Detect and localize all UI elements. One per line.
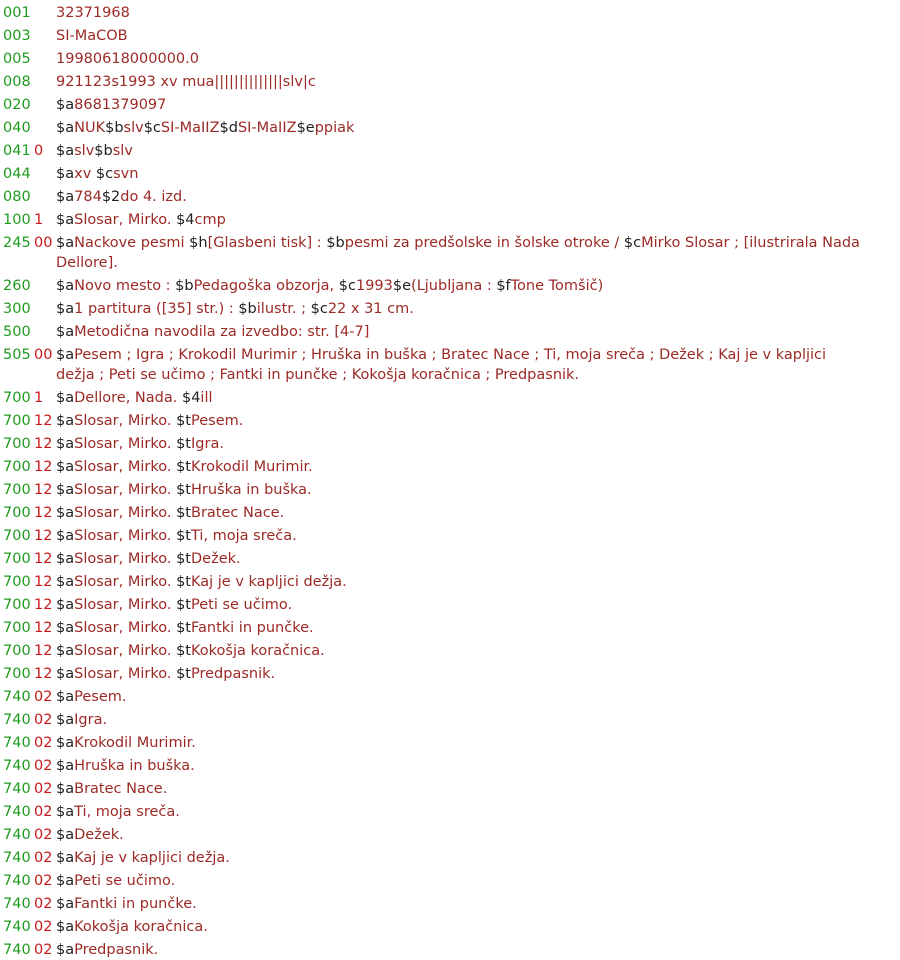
marc-field-041 [0,141,900,161]
field-indicators: 12 [34,459,53,475]
marc-field-100 [0,210,900,230]
field-content [56,434,900,454]
field-tag: 740 [3,850,31,866]
subfield-code: $t [176,413,191,429]
marc-field-044 [0,164,900,184]
subfield-value: Kaj je v kapljici dežja. [191,574,347,590]
subfield-value: Slosar, Mirko. [74,482,177,498]
field-content [56,779,900,799]
field-tag: 100 [3,212,31,228]
field-content [56,894,900,914]
field-tag: 740 [3,758,31,774]
subfield-value: Kokošja koračnica. [74,919,208,935]
subfield-code: $t [176,620,191,636]
subfield-code: $t [176,574,191,590]
field-indicators: 02 [34,781,53,797]
field-indicators: 00 [34,347,53,363]
marc-field-740 [0,710,900,730]
subfield-code: $a [56,850,75,866]
subfield-code: $a [56,166,75,182]
subfield-value: Slosar, Mirko. [74,459,177,475]
subfield-value: Pesem ; Igra ; Krokodil Murimir ; Hruška in buška ; Bratec Nace ; Ti, moja sreča ; Dežek ; Kaj je v kapljici dežja ; Peti se učimo ; Fantki in punčke ; Kokošja koračnica ; Predpasnik. [56,347,827,383]
field-content [56,49,900,69]
marc-field-700 [0,618,900,638]
field-tag: 740 [3,919,31,935]
field-content [56,164,900,184]
marc-field-740 [0,756,900,776]
subfield-code: $a [56,896,75,912]
marc-field-740 [0,687,900,707]
subfield-value: ill [200,390,213,406]
subfield-value: svn [113,166,139,182]
field-content [56,940,900,960]
field-tag: 245 [3,235,31,251]
subfield-code: $t [176,505,191,521]
subfield-code: $a [56,505,75,521]
subfield-code: $2 [101,189,121,205]
subfield-value: 19980618000000.0 [56,51,199,67]
field-content [56,802,900,822]
field-indicators: 02 [34,689,53,705]
subfield-code: $a [56,689,75,705]
subfield-value: Pedagoška obzorja, [193,278,339,294]
field-tag: 740 [3,942,31,958]
subfield-code: $b [238,301,257,317]
field-tag: 740 [3,712,31,728]
subfield-value: slv [123,120,144,136]
marc-field-700 [0,641,900,661]
subfield-value: Peti se učimo. [191,597,293,613]
subfield-value: 1993 [355,278,393,294]
field-tag: 260 [3,278,31,294]
subfield-code: $a [56,643,75,659]
marc-field-700 [0,572,900,592]
field-tag: 700 [3,666,31,682]
field-content [56,733,900,753]
subfield-code: $b [175,278,194,294]
subfield-value: 784 [74,189,102,205]
subfield-value: Kaj je v kapljici dežja. [74,850,230,866]
field-indicators: 02 [34,827,53,843]
field-content [56,276,900,296]
field-content [56,595,900,615]
subfield-value: Krokodil Murimir. [191,459,313,475]
field-tag: 505 [3,347,31,363]
subfield-code: $a [56,189,75,205]
field-tag: 700 [3,413,31,429]
subfield-code: $a [56,235,75,251]
subfield-value: Slosar, Mirko. [74,505,177,521]
field-content [56,664,900,684]
marc-field-740 [0,917,900,937]
field-tag: 740 [3,827,31,843]
subfield-value: ppiak [314,120,355,136]
field-content [56,825,900,845]
field-tag: 003 [3,28,31,44]
subfield-code: $a [56,804,75,820]
field-content [56,917,900,937]
field-tag: 001 [3,5,31,21]
subfield-code: $c [310,301,328,317]
field-content [56,118,900,138]
field-content [56,233,900,273]
field-indicators: 02 [34,896,53,912]
subfield-code: $t [176,482,191,498]
field-content [56,480,900,500]
subfield-value: Dellore, Nada. [74,390,182,406]
marc-field-700 [0,664,900,684]
subfield-code: $a [56,97,75,113]
field-content [56,641,900,661]
field-tag: 740 [3,873,31,889]
field-tag: 020 [3,97,31,113]
subfield-code: $a [56,301,75,317]
subfield-code: $c [623,235,642,251]
subfield-value: Predpasnik. [74,942,159,958]
field-tag: 740 [3,735,31,751]
field-tag: 044 [3,166,31,182]
field-indicators: 12 [34,551,53,567]
subfield-code: $e [392,278,412,294]
marc-field-700 [0,411,900,431]
marc-field-740 [0,825,900,845]
subfield-value: Hruška in buška. [74,758,195,774]
field-tag: 500 [3,324,31,340]
subfield-code: $h [189,235,208,251]
subfield-value: Krokodil Murimir. [74,735,196,751]
subfield-value: Slosar, Mirko. [74,597,177,613]
marc-field-740 [0,802,900,822]
marc-field-740 [0,871,900,891]
subfield-code: $a [56,620,75,636]
marc-field-008 [0,72,900,92]
subfield-code: $a [56,574,75,590]
field-tag: 700 [3,505,31,521]
field-content [56,756,900,776]
subfield-code: $a [56,278,75,294]
subfield-value: Predpasnik. [191,666,276,682]
field-tag: 080 [3,189,31,205]
subfield-value: Slosar, Mirko. [74,551,177,567]
marc-field-700 [0,457,900,477]
subfield-value: Igra. [74,712,108,728]
marc-field-700 [0,503,900,523]
field-tag: 300 [3,301,31,317]
subfield-value: Nackove pesmi [74,235,190,251]
field-content [56,299,900,319]
subfield-value: Slosar, Mirko. [74,620,177,636]
subfield-code: $t [176,528,191,544]
field-indicators: 12 [34,666,53,682]
marc-field-500 [0,322,900,342]
subfield-value: 8681379097 [74,97,167,113]
subfield-value: Igra. [191,436,224,452]
subfield-code: $t [176,459,191,475]
field-tag: 700 [3,643,31,659]
subfield-value: Pesem. [74,689,127,705]
subfield-code: $a [56,666,75,682]
subfield-value: cmp [194,212,226,228]
field-indicators: 12 [34,482,53,498]
field-tag: 700 [3,390,31,406]
subfield-code: $a [56,212,75,228]
field-indicators: 00 [34,235,53,251]
field-content [56,141,900,161]
field-tag: 740 [3,781,31,797]
subfield-value: Mirko Slosar ; [ilustrirala Nada Dellore]. [56,235,860,271]
subfield-code: $t [176,643,191,659]
subfield-value: Dežek. [74,827,124,843]
subfield-value: Slosar, Mirko. [74,528,177,544]
marc-field-020 [0,95,900,115]
marc-field-005 [0,49,900,69]
subfield-code: $a [56,347,75,363]
marc-field-700 [0,595,900,615]
subfield-value: 1 partitura ([35] str.) : [74,301,239,317]
field-tag: 700 [3,574,31,590]
subfield-value: Ti, moja sreča. [191,528,297,544]
subfield-code: $a [56,143,75,159]
field-indicators: 02 [34,873,53,889]
field-indicators: 1 [34,212,44,228]
field-indicators: 12 [34,528,53,544]
subfield-value: Slosar, Mirko. [74,574,177,590]
subfield-code: $a [56,120,75,136]
field-indicators: 0 [34,143,44,159]
subfield-value: Slosar, Mirko. [74,643,177,659]
field-content [56,710,900,730]
marc-field-700 [0,434,900,454]
subfield-code: $4 [176,212,195,228]
marc-field-700 [0,480,900,500]
field-tag: 700 [3,528,31,544]
field-indicators: 12 [34,643,53,659]
field-indicators: 12 [34,620,53,636]
subfield-code: $t [176,666,191,682]
subfield-code: $f [496,278,511,294]
marc-field-700 [0,388,900,408]
field-indicators: 1 [34,390,44,406]
field-content [56,187,900,207]
subfield-code: $e [296,120,315,136]
subfield-value: Metodična navodila za izvedbo: str. [4-7] [74,324,370,340]
field-tag: 700 [3,551,31,567]
subfield-code: $d [219,120,238,136]
subfield-value: slv [112,143,133,159]
marc-field-740 [0,779,900,799]
subfield-value: SI-MaIIZ [160,120,220,136]
field-content [56,72,900,92]
subfield-code: $a [56,597,75,613]
field-content [56,618,900,638]
subfield-value: Pesem. [191,413,244,429]
field-tag: 700 [3,597,31,613]
field-content [56,572,900,592]
subfield-value: Slosar, Mirko. [74,413,177,429]
field-content [56,687,900,707]
subfield-code: $t [176,436,191,452]
marc-field-245 [0,233,900,273]
field-indicators: 02 [34,850,53,866]
subfield-code: $a [56,735,75,751]
subfield-code: $a [56,919,75,935]
subfield-code: $c [338,278,356,294]
field-content [56,95,900,115]
field-indicators: 02 [34,712,53,728]
field-tag: 040 [3,120,31,136]
subfield-code: $a [56,712,75,728]
subfield-code: $a [56,551,75,567]
subfield-code: $a [56,827,75,843]
subfield-value: Bratec Nace. [74,781,168,797]
subfield-code: $a [56,436,75,452]
subfield-code: $a [56,390,75,406]
subfield-value: Fantki in punčke. [191,620,314,636]
marc-field-740 [0,733,900,753]
subfield-value: Fantki in punčke. [74,896,197,912]
field-indicators: 12 [34,505,53,521]
subfield-value: (Ljubljana : [411,278,497,294]
field-indicators: 02 [34,804,53,820]
subfield-value: slv [74,143,95,159]
subfield-value: 32371968 [56,5,130,21]
marc-field-080 [0,187,900,207]
subfield-code: $a [56,528,75,544]
subfield-code: $a [56,758,75,774]
marc-field-740 [0,940,900,960]
marc-field-740 [0,848,900,868]
field-content [56,411,900,431]
field-content [56,322,900,342]
field-content [56,848,900,868]
subfield-code: $c [95,166,114,182]
field-content [56,871,900,891]
field-tag: 041 [3,143,31,159]
subfield-value: Kokošja koračnica. [191,643,325,659]
field-content [56,3,900,23]
field-indicators: 02 [34,942,53,958]
subfield-value: Tone Tomšič) [510,278,604,294]
subfield-value: SI-MaIIZ [237,120,297,136]
field-indicators: 02 [34,919,53,935]
subfield-value: ilustr. ; [256,301,311,317]
field-indicators: 12 [34,436,53,452]
marc-field-505 [0,345,900,385]
field-content [56,503,900,523]
subfield-code: $b [105,120,124,136]
field-content [56,388,900,408]
field-indicators: 02 [34,735,53,751]
subfield-value: xv [74,166,96,182]
field-indicators: 12 [34,574,53,590]
subfield-value: 921123s1993 xv mua||||||||||||||slv|c [56,74,316,90]
field-tag: 700 [3,436,31,452]
subfield-code: $a [56,873,75,889]
subfield-code: $b [94,143,113,159]
subfield-code: $a [56,942,75,958]
subfield-value: 22 x 31 cm. [327,301,414,317]
field-indicators: 02 [34,758,53,774]
subfield-code: $b [326,235,345,251]
field-content [56,526,900,546]
field-tag: 005 [3,51,31,67]
field-content [56,549,900,569]
marc-field-003 [0,26,900,46]
subfield-value: pesmi za predšolske in šolske otroke / [344,235,624,251]
subfield-value: do 4. izd. [120,189,187,205]
field-indicators: 12 [34,597,53,613]
subfield-code: $4 [181,390,201,406]
subfield-value: SI-MaCOB [56,28,128,44]
field-content [56,345,900,385]
subfield-code: $a [56,459,75,475]
subfield-value: Slosar, Mirko. [74,212,177,228]
marc-field-700 [0,549,900,569]
field-tag: 740 [3,804,31,820]
subfield-value: NUK [74,120,106,136]
subfield-value: Bratec Nace. [191,505,285,521]
subfield-value: Slosar, Mirko. [74,436,177,452]
field-content [56,457,900,477]
subfield-code: $a [56,781,75,797]
subfield-value: Slosar, Mirko. [74,666,177,682]
field-tag: 700 [3,459,31,475]
field-tag: 700 [3,482,31,498]
subfield-code: $a [56,482,75,498]
marc-field-260 [0,276,900,296]
field-tag: 740 [3,689,31,705]
field-tag: 008 [3,74,31,90]
marc-field-300 [0,299,900,319]
field-tag: 740 [3,896,31,912]
subfield-value: Novo mesto : [74,278,176,294]
field-indicators: 12 [34,413,53,429]
subfield-value: Hruška in buška. [191,482,312,498]
subfield-code: $a [56,413,75,429]
subfield-code: $a [56,324,75,340]
subfield-code: $t [176,551,191,567]
field-content [56,210,900,230]
marc-field-040 [0,118,900,138]
subfield-value: Dežek. [191,551,241,567]
marc-field-700 [0,526,900,546]
subfield-value: [Glasbeni tisk] : [207,235,327,251]
subfield-code: $c [143,120,161,136]
marc-field-740 [0,894,900,914]
subfield-value: Peti se učimo. [74,873,176,889]
subfield-value: Ti, moja sreča. [74,804,180,820]
field-content [56,26,900,46]
field-tag: 700 [3,620,31,636]
marc-field-001 [0,3,900,23]
subfield-code: $t [176,597,191,613]
